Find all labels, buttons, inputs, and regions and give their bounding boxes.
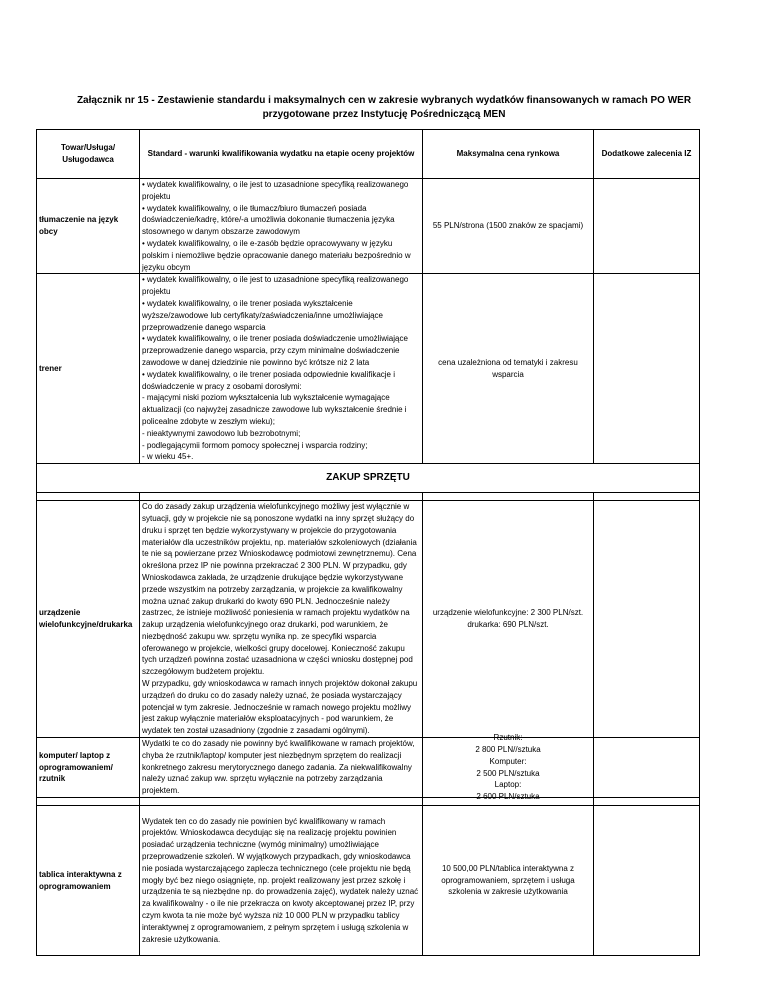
gap-cell (594, 798, 700, 806)
gap-row (37, 798, 700, 806)
item-notes (594, 501, 700, 738)
item-price: cena uzależniona od tematyki i zakresu wsparcia (423, 274, 594, 464)
item-name: komputer/ laptop z oprogramowaniem/ rzutnik (37, 738, 140, 798)
gap-cell (594, 493, 700, 501)
item-name: tłumaczenie na język obcy (37, 179, 140, 274)
item-notes (594, 738, 700, 798)
item-notes (594, 806, 700, 956)
table-row (37, 179, 700, 274)
header-standard: Standard - warunki kwalifikowania wydatku na etapie oceny projektów (140, 130, 423, 179)
item-notes (594, 274, 700, 464)
item-standard: Wydatki te co do zasady nie powinny być kwalifikowane w ramach projektów, chyba że rzutnik/laptop/ komputer jest niezbędnym sprzętem do realizacji konkretnego zakresu merytorycznego danego zadania. Za niekwalifikowalny należy uznać zakup ww. sprzętu wyłącznie na potrzeby zarządzania projektem. (140, 738, 423, 798)
gap-cell (140, 493, 423, 501)
item-standard: • wydatek kwalifikowalny, o ile jest to uzasadnione specyfiką realizowanego projektu • wydatek kwalifikowalny, o ile tłumacz/biuro tłumaczeń posiada doświadczenie/kadrę, które/-a umożliwia dokonanie tłumaczenia języka stosownego w danym obszarze zawodowym • wydatek kwalifikowalny, o ile e-zasób będzie opracowywany w języku polskim i niemożliwe będzie opracowanie danego materiału bezpośrednio w języku obcym (140, 179, 423, 274)
item-price: urządzenie wielofunkcyjne: 2 300 PLN/szt. drukarka: 690 PLN/szt. (423, 501, 594, 738)
table-row (37, 738, 700, 798)
gap-cell (37, 493, 140, 501)
gap-cell (423, 493, 594, 501)
header-max-price: Maksymalna cena rynkowa (423, 130, 594, 179)
price-standards-table (36, 129, 700, 956)
item-price: 10 500,00 PLN/tablica interaktywna z oprogramowaniem, sprzętem i usługa szkolenia w zakresie użytkowania (423, 806, 594, 956)
table-header-row (37, 130, 700, 179)
item-price: 55 PLN/strona (1500 znaków ze spacjami) (423, 179, 594, 274)
header-item: Towar/Usługa/ Usługodawca (37, 130, 140, 179)
table-row (37, 274, 700, 464)
gap-row (37, 493, 700, 501)
header-notes: Dodatkowe zalecenia IZ (594, 130, 700, 179)
item-name: urządzenie wielofunkcyjne/drukarka (37, 501, 140, 738)
item-standard: Wydatek ten co do zasady nie powinien być kwalifikowany w ramach projektów. Wnioskodawca decydując się na realizację projektu powinien posiadać urządzenia techniczne (wymóg minimalny) umożliwiające przeprowadzenie szkoleń. W wyjątkowych przypadkach, gdy wnioskodawca nie posiada wystarczającego zaplecza technicznego (cele projektu nie będą mogły być bez niego osiągnięte, np. projekt realizowany jest przez szkołę i urządzenia te są niezbędne np. do prowadzenia zajęć), wydatek należy uznać za kwalifikowalny - o ile nie przekracza on kwoty akceptowanej przez IP, przy czym kwota ta nie może być wyższa niż 10 000 PLN w przypadku tablicy interaktywnej z oprogramowaniem, z pełnym sprzętem i usługą szkolenia w zakresie użytkowania. (140, 806, 423, 956)
gap-cell (140, 798, 423, 806)
item-price-text: Rzutnik: 2 800 PLN//sztuka Komputer: 2 500 PLN/sztuka Laptop: 2 600 PLN/sztuka (475, 733, 541, 802)
table-row (37, 806, 700, 956)
item-standard: • wydatek kwalifikowalny, o ile jest to uzasadnione specyfiką realizowanego projektu • wydatek kwalifikowalny, o ile trener posiada wykształcenie wyższe/zawodowe lub certyfikaty/zaświadczenia/inne umożliwiające przeprowadzenie danego wsparcia • wydatek kwalifikowalny, o ile trener posiada doświadczenie umożliwiające przeprowadzenie danego wsparcia, przy czym minimalne doświadczenie zawodowe w danej dziedzinie nie powinno być krótsze niż 2 lata • wydatek kwalifikowalny, o ile trener posiada odpowiednie kwalifikacje i doświadczenie w pracy z osobami dorosłymi: - mającymi niski poziom wykształcenia lub wykształcenie wymagające aktualizacji (co najwyżej zasadnicze zawodowe lub wykształcenie średnie i policealne zdobyte w zeszłym wieku); - nieaktywnymi zawodowo lub bezrobotnymi; - podlegającymii formom pomocy społecznej i wsparcia rodziny; - w wieku 45+. (140, 274, 423, 464)
item-notes (594, 179, 700, 274)
item-standard: Co do zasady zakup urządzenia wielofunkcyjnego możliwy jest wyłącznie w sytuacji, gdy w projekcie nie są ponoszone wydatki na inny sprzęt służący do druku i sprzęt ten będzie wykorzystywany w projekcie do przygotowania materiałów dla uczestników projektu, np. materiałów szkoleniowych (działania te nie są powierzane przez Wnioskodawcę podmiotowi zewnętrznemu). Cena określona przez IP nie powinna przekraczać 2 300 PLN. W przypadku, gdy Wnioskodawca zakłada, że urządzenie drukujące będzie wykorzystywane przede wszystkim na potrzeby zarządzania, w projekcie za kwalifikowalny można uznać zakup drukarki do kwoty 690 PLN. Jednocześnie należy zastrzec, że istnieje możliwość poniesienia w ramach projektu wydatków na zakup urządzenia wielofunkcyjnego oraz drukarki, pod warunkiem, że niezbędność zakupu ww. sprzętu wynika np. ze specyfiki wsparcia oferowanego w projekcie, wielkości grupy docelowej. Konieczność zakupu tych urządzeń powinna zostać uzasadniona w części wniosku dostępnej pod szczegółowym budżetem projektu. W przypadku, gdy wnioskodawca w ramach innych projektów dokonał zakupu urządzeń do druku co do zasady należy uznać, że posiada wystarczający potencjał w tym zakresie. Jednocześnie w ramach nowego projektu możliwy jest zakup wyłącznie materiałów eksploatacyjnych - pod warunkiem, że wydatek ten został uzasadniony (zgodnie z zasadami ogólnymi). (140, 501, 423, 738)
item-name: tablica interaktywna z oprogramowaniem (37, 806, 140, 956)
item-price (423, 733, 594, 802)
table-row (37, 501, 700, 738)
section-row (37, 464, 700, 493)
gap-cell (37, 798, 140, 806)
item-name: trener (37, 274, 140, 464)
section-title: ZAKUP SPRZĘTU (37, 464, 700, 493)
page-title: Załącznik nr 15 - Zestawienie standardu i maksymalnych cen w zakresie wybranych wydatków finansowanych w ramach PO WER przygotowane przez Instytucję Pośredniczącą MEN (76, 95, 692, 120)
